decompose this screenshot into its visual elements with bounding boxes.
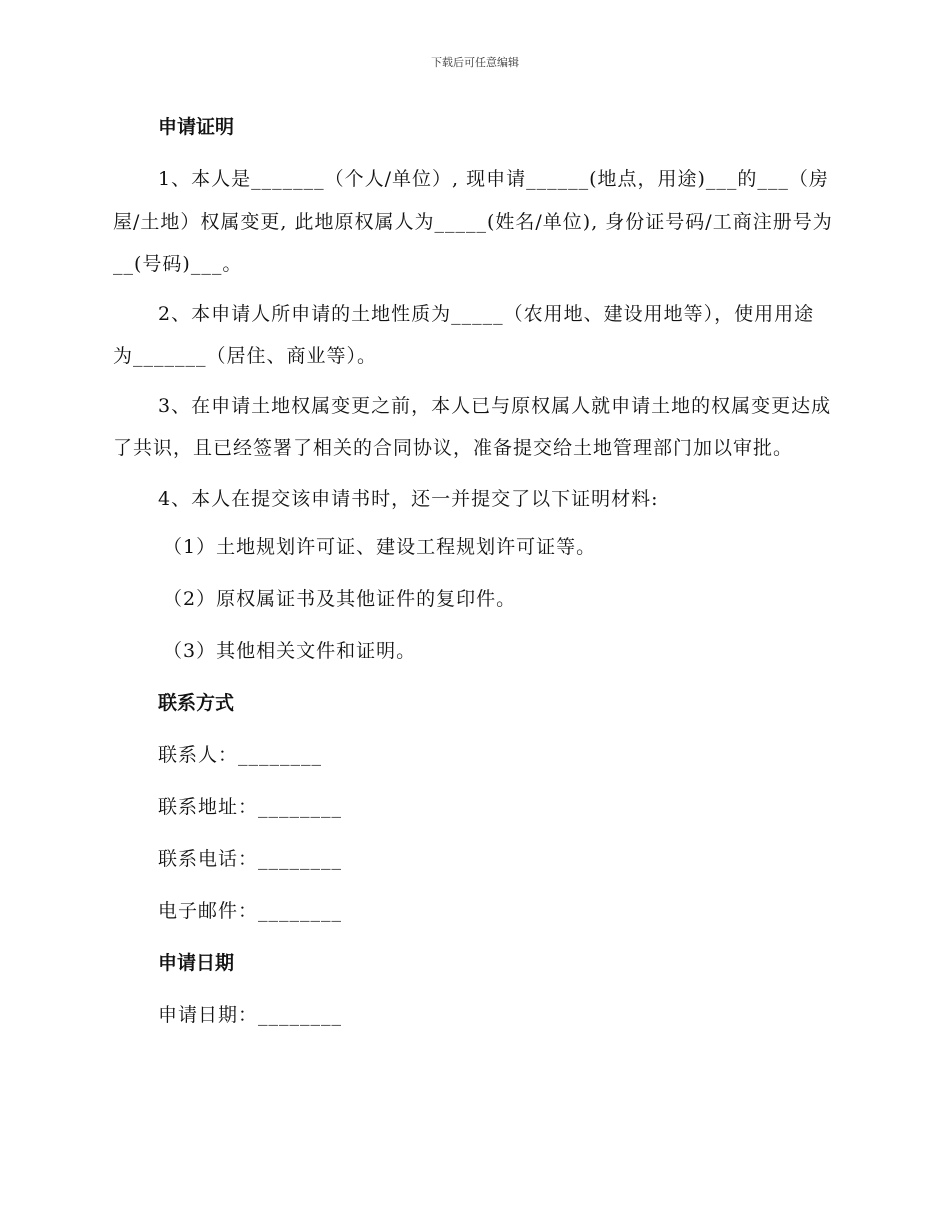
page-header: 下载后可任意编辑 xyxy=(431,56,519,69)
section-title-date: 申请日期 xyxy=(158,952,235,974)
date-field: 申请日期：________ xyxy=(158,1004,343,1026)
list-item: （3）其他相关文件和证明。 xyxy=(163,640,417,662)
contact-field: 电子邮件：________ xyxy=(158,900,343,922)
paragraph-1: 1、本人是_______（个人/单位）, 现申请______(地点，用途)___的___（房屋/土地）权属变更, 此地原权属人为_____(姓名/单位), 身份证号码/工商注册号为__(号码)___。 xyxy=(113,168,833,275)
list-item: （2）原权属证书及其他证件的复印件。 xyxy=(163,588,517,610)
document-body xyxy=(113,112,833,1030)
paragraph-4: 4、本人在提交该申请书时，还一并提交了以下证明材料: xyxy=(158,487,659,510)
contact-field: 联系电话：________ xyxy=(158,848,343,870)
contact-field: 联系地址：________ xyxy=(158,796,343,818)
paragraph-3: 3、在申请土地权属变更之前，本人已与原权属人就申请土地的权属变更达成了共识，且已经签署了相关的合同协议，准备提交给土地管理部门加以审批。 xyxy=(113,394,832,459)
section-title-contact: 联系方式 xyxy=(158,692,235,714)
section-title-application: 申请证明 xyxy=(158,116,235,138)
contact-field: 联系人：________ xyxy=(158,744,323,766)
list-item: （1）土地规划许可证、建设工程规划许可证等。 xyxy=(163,536,597,558)
paragraph-2: 2、本申请人所申请的土地性质为_____（农用地、建设用地等），使用用途为_______（居住、商业等）。 xyxy=(113,302,815,367)
